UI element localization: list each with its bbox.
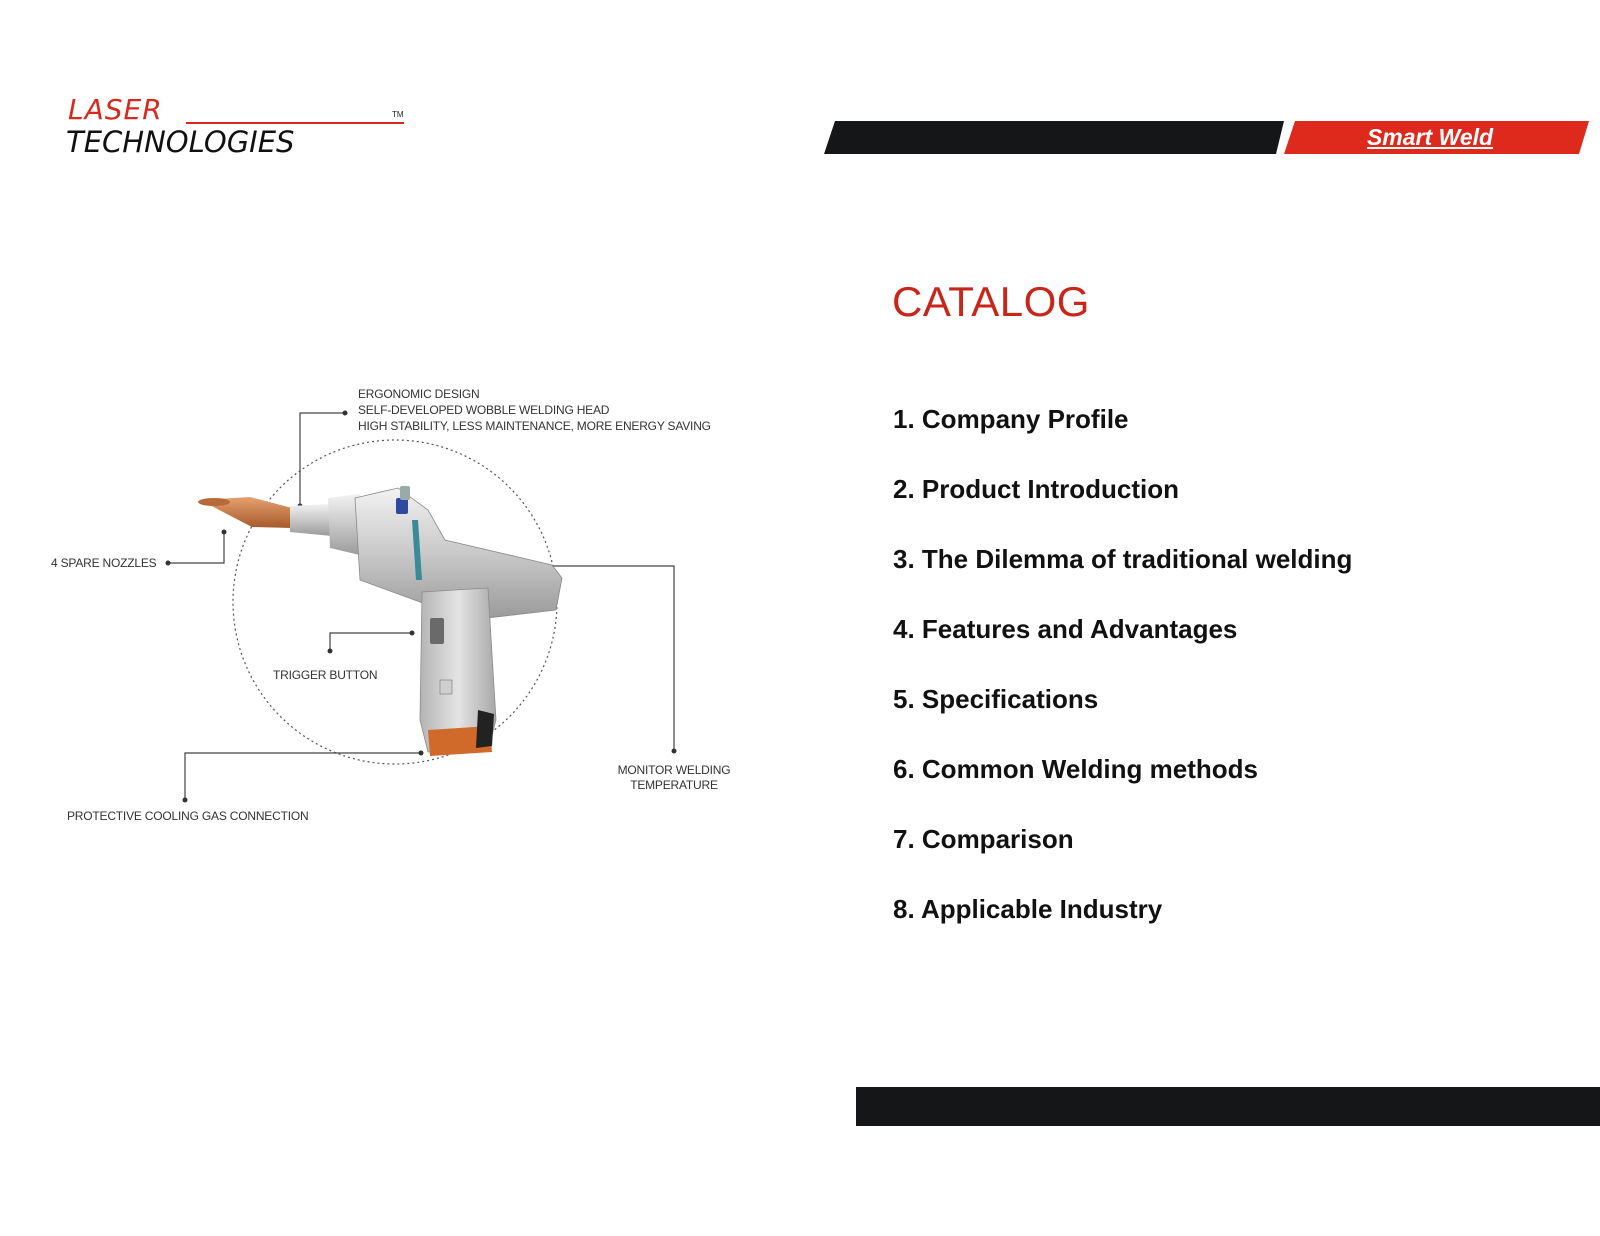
welding-gun [198, 486, 562, 756]
label-high-stability: HIGH STABILITY, LESS MAINTENANCE, MORE ENERGY SAVING [358, 419, 711, 433]
catalog-item: 4. Features and Advantages [893, 614, 1238, 644]
catalog-item: 7. Comparison [893, 824, 1074, 854]
header-banner-dark [824, 121, 1284, 154]
catalog-list [893, 396, 1352, 956]
callout-line-trigger [330, 633, 412, 651]
banner-title: Smart Weld [1366, 124, 1494, 150]
logo-trademark: TM [392, 110, 404, 119]
catalog-item: 1. Company Profile [893, 404, 1129, 434]
callout-line-gas [185, 753, 421, 800]
label-monitor-welding: MONITOR WELDING [617, 763, 731, 777]
callout-line-head [300, 413, 345, 506]
label-wobble-head: SELF-DEVELOPED WOBBLE WELDING HEAD [358, 403, 610, 417]
label-temperature: TEMPERATURE [630, 778, 718, 792]
logo-text-laser: LASER [68, 93, 163, 126]
catalog-title: CATALOG [892, 278, 1090, 325]
logo-text-technologies: TECHNOLOGIES [66, 125, 295, 159]
catalog-item: 6. Common Welding methods [893, 754, 1258, 784]
label-ergonomic-design: ERGONOMIC DESIGN [358, 387, 480, 401]
label-cooling-gas: PROTECTIVE COOLING GAS CONNECTION [67, 809, 309, 823]
company-logo [66, 93, 404, 164]
catalog-item: 8. Applicable Industry [893, 894, 1163, 924]
callout-line-nozzles [168, 532, 224, 563]
footer-bar [856, 1087, 1600, 1126]
product-diagram [0, 380, 760, 840]
label-spare-nozzles: 4 SPARE NOZZLES [51, 556, 157, 570]
label-trigger-button: TRIGGER BUTTON [273, 668, 378, 682]
catalog-item: 5. Specifications [893, 684, 1099, 714]
catalog-item: 2. Product Introduction [893, 474, 1179, 504]
catalog-item: 3. The Dilemma of traditional welding [893, 544, 1353, 574]
logo-underline [186, 122, 404, 124]
